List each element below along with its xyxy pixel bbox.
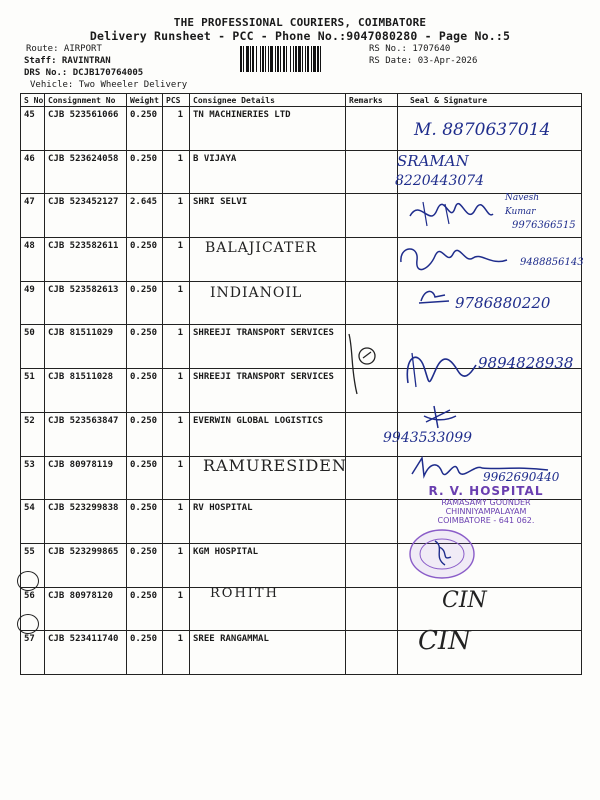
cell-consignment-no: CJB 523563847 [45, 412, 127, 456]
signature-row-51-phone: 9894828938 [478, 354, 574, 372]
cell-pcs: 1 [163, 412, 190, 456]
cell-consignment-no: CJB 523582613 [45, 281, 127, 325]
signature-row-45: M. 8870637014 [414, 120, 551, 140]
signature-row-47-surname: Kumar [505, 207, 536, 217]
cell-remarks [346, 238, 398, 282]
barcode-bar [286, 46, 287, 72]
table-row [21, 543, 582, 587]
cell-weight: 0.250 [127, 456, 163, 500]
barcode-bar [313, 46, 316, 72]
vehicle-label: Vehicle: Two Wheeler Delivery [30, 80, 188, 90]
signature-row-57: CIN [418, 626, 471, 656]
table-header-row [21, 94, 582, 107]
barcode-bar [250, 46, 251, 72]
signature-row-48-phone: 9488856143 [520, 257, 584, 268]
cell-pcs: 1 [163, 587, 190, 631]
cell-consignee: B VIJAYA [190, 150, 346, 194]
barcode-bar [275, 46, 276, 72]
row-57-circle-mark [17, 614, 39, 634]
cell-remarks [346, 631, 398, 675]
barcode-bar [280, 46, 281, 72]
signature-row-47-name: Navesh [505, 193, 540, 203]
barcode-bar [260, 46, 261, 72]
rs-date: RS Date: 03-Apr-2026 [369, 56, 478, 66]
col-consignment: Consignment No [45, 94, 127, 107]
col-remarks: Remarks [346, 94, 398, 107]
cell-sno: 47 [21, 194, 45, 238]
barcode-bar [246, 46, 249, 72]
cell-consignment-no: CJB 523411740 [45, 631, 127, 675]
cell-consignee: SHREEJI TRANSPORT SERVICES [190, 325, 346, 369]
cell-pcs: 1 [163, 500, 190, 544]
cell-pcs: 1 [163, 150, 190, 194]
cell-pcs: 1 [163, 543, 190, 587]
cell-consignee: KGM HOSPITAL [190, 543, 346, 587]
cell-sno: 49 [21, 281, 45, 325]
signature-row-48-scribble [395, 240, 515, 276]
cell-remarks [346, 107, 398, 151]
cell-remarks [346, 281, 398, 325]
cell-weight: 0.250 [127, 500, 163, 544]
col-pcs: PCS [163, 94, 190, 107]
staff-label: Staff: RAVINTRAN [24, 56, 111, 66]
signature-row-53-phone: 9962690440 [483, 470, 560, 484]
table-row [21, 194, 582, 238]
signature-row-52-phone: 9943533099 [383, 430, 473, 446]
cell-consignment-no: CJB 523299865 [45, 543, 127, 587]
cell-remarks [346, 194, 398, 238]
table-row [21, 150, 582, 194]
cell-remarks [346, 500, 398, 544]
round-seal-icon [405, 527, 479, 581]
cell-pcs: 1 [163, 238, 190, 282]
cell-consignee: SHREEJI TRANSPORT SERVICES [190, 369, 346, 413]
cell-pcs: 1 [163, 194, 190, 238]
cell-pcs: 1 [163, 456, 190, 500]
col-signature: Seal & Signature [398, 94, 582, 107]
cell-weight: 0.250 [127, 412, 163, 456]
signature-row-51-scribble [398, 343, 478, 393]
col-weight: Weight [127, 94, 163, 107]
barcode-bar [243, 46, 244, 72]
cell-sno: 46 [21, 150, 45, 194]
cell-consignment-no: CJB 523452127 [45, 194, 127, 238]
barcode-bar [290, 46, 291, 72]
barcode-bar [311, 46, 312, 72]
cell-seal-signature [398, 587, 582, 631]
cell-consignment-no: CJB 523299838 [45, 500, 127, 544]
signature-row-46-name: SRAMAN [397, 152, 469, 170]
table-row [21, 412, 582, 456]
cell-consignee: EVERWIN GLOBAL LOGISTICS [190, 412, 346, 456]
signature-row-49-phone: 9786880220 [455, 294, 551, 312]
cell-pcs: 1 [163, 325, 190, 369]
barcode-bar [293, 46, 294, 72]
signature-row-49-scribble [415, 285, 455, 307]
cell-weight: 0.250 [127, 107, 163, 151]
barcode-bar [305, 46, 306, 72]
barcode-bar [270, 46, 273, 72]
cell-consignment-no: CJB 523561066 [45, 107, 127, 151]
cell-weight: 0.250 [127, 238, 163, 282]
barcode-bar [240, 46, 242, 72]
cell-weight: 0.250 [127, 543, 163, 587]
cell-weight: 0.250 [127, 631, 163, 675]
signature-row-47-phone: 9976366515 [512, 220, 576, 231]
cell-weight: 0.250 [127, 150, 163, 194]
row-56-circle-mark [17, 571, 39, 591]
cell-consignee: TN MACHINERIES LTD [190, 107, 346, 151]
barcode-bar [262, 46, 264, 72]
cell-pcs: 1 [163, 369, 190, 413]
cell-consignment-no: CJB 81511029 [45, 325, 127, 369]
barcode-bar [298, 46, 301, 72]
stamp-line-3: CHINNIYAMPALAYAM [445, 507, 527, 516]
rs-number: RS No.: 1707640 [369, 44, 451, 54]
cell-consignee: SHRI SELVI [190, 194, 346, 238]
remarks-mark-rows-50-51 [343, 330, 381, 400]
cell-weight: 2.645 [127, 194, 163, 238]
cell-consignment-no: CJB 81511028 [45, 369, 127, 413]
barcode-bar [256, 46, 257, 72]
col-consignee: Consignee Details [190, 94, 346, 107]
cell-sno: 57 [21, 631, 45, 675]
cell-remarks [346, 456, 398, 500]
barcode-bar [277, 46, 279, 72]
barcode-bar [317, 46, 319, 72]
runsheet-table [20, 93, 582, 675]
drs-number: DRS No.: DCJB170764005 [24, 68, 144, 78]
company-title: THE PROFESSIONAL COURIERS, COIMBATORE [173, 16, 427, 29]
table-row [21, 587, 582, 631]
barcode-bar [252, 46, 254, 72]
cell-consignment-no: CJB 80978120 [45, 587, 127, 631]
table-row [21, 631, 582, 675]
barcode-bar [302, 46, 303, 72]
table-row [21, 369, 582, 413]
signature-row-52-scribble [420, 402, 460, 432]
cell-consignment-no: CJB 523582611 [45, 238, 127, 282]
cell-sno: 55 [21, 543, 45, 587]
consignee-handwritten-row-49: INDIANOIL [210, 285, 303, 301]
cell-pcs: 1 [163, 631, 190, 675]
cell-sno: 56 [21, 587, 45, 631]
runsheet-subtitle: Delivery Runsheet - PCC - Phone No.:9047080280 - Page No.:5 [89, 29, 511, 43]
consignee-handwritten-row-53: RAMURESIDEN [203, 456, 347, 475]
barcode-bar [295, 46, 297, 72]
cell-remarks [346, 150, 398, 194]
cell-sno: 52 [21, 412, 45, 456]
cell-consignment-no: CJB 80978119 [45, 456, 127, 500]
signature-row-47-scribble [405, 196, 495, 230]
cell-sno: 48 [21, 238, 45, 282]
cell-remarks [346, 587, 398, 631]
cell-sno: 45 [21, 107, 45, 151]
cell-weight: 0.250 [127, 369, 163, 413]
cell-remarks [346, 543, 398, 587]
stamp-line-1: R. V. HOSPITAL [428, 484, 544, 498]
barcode-icon [240, 46, 366, 72]
hospital-stamp [412, 484, 560, 525]
cell-weight: 0.250 [127, 281, 163, 325]
barcode-bar [283, 46, 285, 72]
cell-consignee: SREE RANGAMMAL [190, 631, 346, 675]
stamp-line-2: RAMASAMY GOUNDER [441, 498, 531, 507]
cell-pcs: 1 [163, 107, 190, 151]
cell-weight: 0.250 [127, 587, 163, 631]
cell-sno: 54 [21, 500, 45, 544]
barcode-bar [268, 46, 269, 72]
cell-weight: 0.250 [127, 325, 163, 369]
signature-row-46-phone: 8220443074 [395, 173, 485, 189]
cell-consignee: RV HOSPITAL [190, 500, 346, 544]
barcode-bar [320, 46, 321, 72]
cell-sno: 51 [21, 369, 45, 413]
route-label: Route: AIRPORT [26, 44, 102, 54]
consignee-handwritten-row-48: BALAJICATER [205, 240, 318, 256]
barcode-bar [307, 46, 309, 72]
consignee-handwritten-row-56: ROHITH [210, 586, 279, 601]
cell-sno: 53 [21, 456, 45, 500]
barcode-bar [265, 46, 266, 72]
signature-row-56: CIN [442, 588, 487, 613]
cell-sno: 50 [21, 325, 45, 369]
cell-consignment-no: CJB 523624058 [45, 150, 127, 194]
cell-pcs: 1 [163, 281, 190, 325]
col-sno: S No [21, 94, 45, 107]
stamp-line-4: COIMBATORE - 641 062. [437, 516, 535, 525]
